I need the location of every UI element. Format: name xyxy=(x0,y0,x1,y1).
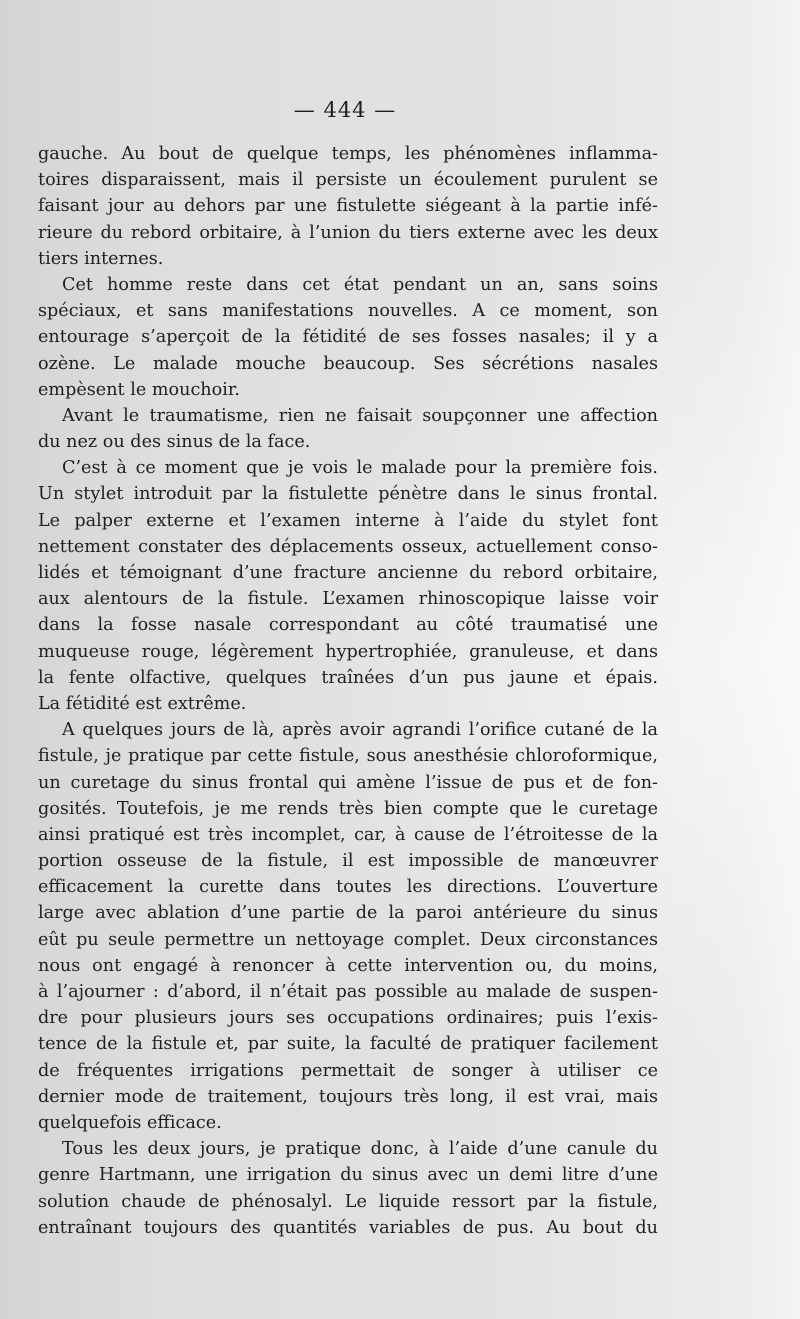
text-line: nettement constater des déplacements osseux, actuellement conso- xyxy=(38,536,658,557)
text-line: la fente olfactive, quelques traînées d’un pus jaune et épais. xyxy=(38,667,658,688)
text-line: toires disparaissent, mais il persiste un écoulement purulent se xyxy=(38,170,658,191)
text-line: eût pu seule permettre un nettoyage complet. Deux circonstances xyxy=(38,929,658,950)
text-line: solution chaude de phénosalyl. Le liquide ressort par la fistule, xyxy=(38,1191,658,1212)
text-line: Tous les deux jours, je pratique donc, à l’aide d’une canule du xyxy=(62,1139,658,1160)
text-line: tence de la fistule et, par suite, la faculté de pratiquer facilement xyxy=(38,1034,658,1055)
text-line: genre Hartmann, une irrigation du sinus avec un demi litre d’une xyxy=(38,1165,658,1186)
text-line: quelquefois efficace. xyxy=(38,1112,222,1133)
text-line: entourage s’aperçoit de la fétidité de ses fosses nasales; il y a xyxy=(38,327,658,348)
text-line: spéciaux, et sans manifestations nouvelles. A ce moment, son xyxy=(38,301,658,322)
text-line: nous ont engagé à renoncer à cette intervention ou, du moins, xyxy=(38,955,658,976)
text-line: entraînant toujours des quantités variables de pus. Au bout du xyxy=(38,1217,658,1238)
text-line: faisant jour au dehors par une fistulette siégeant à la partie infé- xyxy=(38,196,658,217)
text-line: dernier mode de traitement, toujours très long, il est vrai, mais xyxy=(38,1086,658,1107)
text-line: de fréquentes irrigations permettait de songer à utiliser ce xyxy=(38,1060,658,1081)
text-line: portion osseuse de la fistule, il est impossible de manœuvrer xyxy=(38,851,658,872)
text-line: Le palper externe et l’examen interne à l’aide du stylet font xyxy=(38,510,658,531)
text-line: dre pour plusieurs jours ses occupations ordinaires; puis l’exis- xyxy=(38,1008,658,1029)
text-line: empèsent le mouchoir. xyxy=(38,379,240,400)
text-line: lidés et témoignant d’une fracture ancienne du rebord orbitaire, xyxy=(38,563,658,583)
text-line: A quelques jours de là, après avoir agrandi l’orifice cutané de la xyxy=(62,720,658,741)
text-line: ozène. Le malade mouche beaucoup. Ses sécrétions nasales xyxy=(38,353,658,374)
text-line: un curetage du sinus frontal qui amène l’issue de pus et de fon- xyxy=(38,772,658,793)
text-line: fistule, je pratique par cette fistule, sous anesthésie chloroformique, xyxy=(38,746,658,767)
text-line: muqueuse rouge, légèrement hypertrophiée, granuleuse, et dans xyxy=(38,641,658,662)
text-line: gosités. Toutefois, je me rends très bien compte que le curetage xyxy=(38,798,658,819)
text-line: rieure du rebord orbitaire, à l’union du tiers externe avec les deux xyxy=(38,222,658,243)
body-text xyxy=(38,141,658,1241)
text-line: aux alentours de la fistule. L’examen rhinoscopique laisse voir xyxy=(38,589,658,610)
text-line: dans la fosse nasale correspondant au côté traumatisé une xyxy=(38,615,658,636)
text-line: du nez ou des sinus de la face. xyxy=(38,432,311,453)
text-line: large avec ablation d’une partie de la paroi antérieure du sinus xyxy=(38,903,658,924)
text-line: gauche. Au bout de quelque temps, les phénomènes inflamma- xyxy=(38,144,658,164)
text-line: à l’ajourner : d’abord, il n’était pas possible au malade de suspen- xyxy=(38,982,658,1002)
text-line: efficacement la curette dans toutes les directions. L’ouverture xyxy=(38,877,658,898)
text-line: C’est à ce moment que je vois le malade pour la première fois. xyxy=(62,458,658,479)
text-line: Avant le traumatisme, rien ne faisait soupçonner une affection xyxy=(62,405,658,426)
text-line: La fétidité est extrême. xyxy=(38,693,247,714)
page-number: — 444 — xyxy=(293,98,397,122)
text-line: Un stylet introduit par la fistulette pénètre dans le sinus frontal. xyxy=(38,484,658,505)
text-line: Cet homme reste dans cet état pendant un an, sans soins xyxy=(62,274,658,295)
text-line: ainsi pratiqué est très incomplet, car, à cause de l’étroitesse de la xyxy=(38,824,658,845)
text-line: tiers internes. xyxy=(38,248,164,269)
